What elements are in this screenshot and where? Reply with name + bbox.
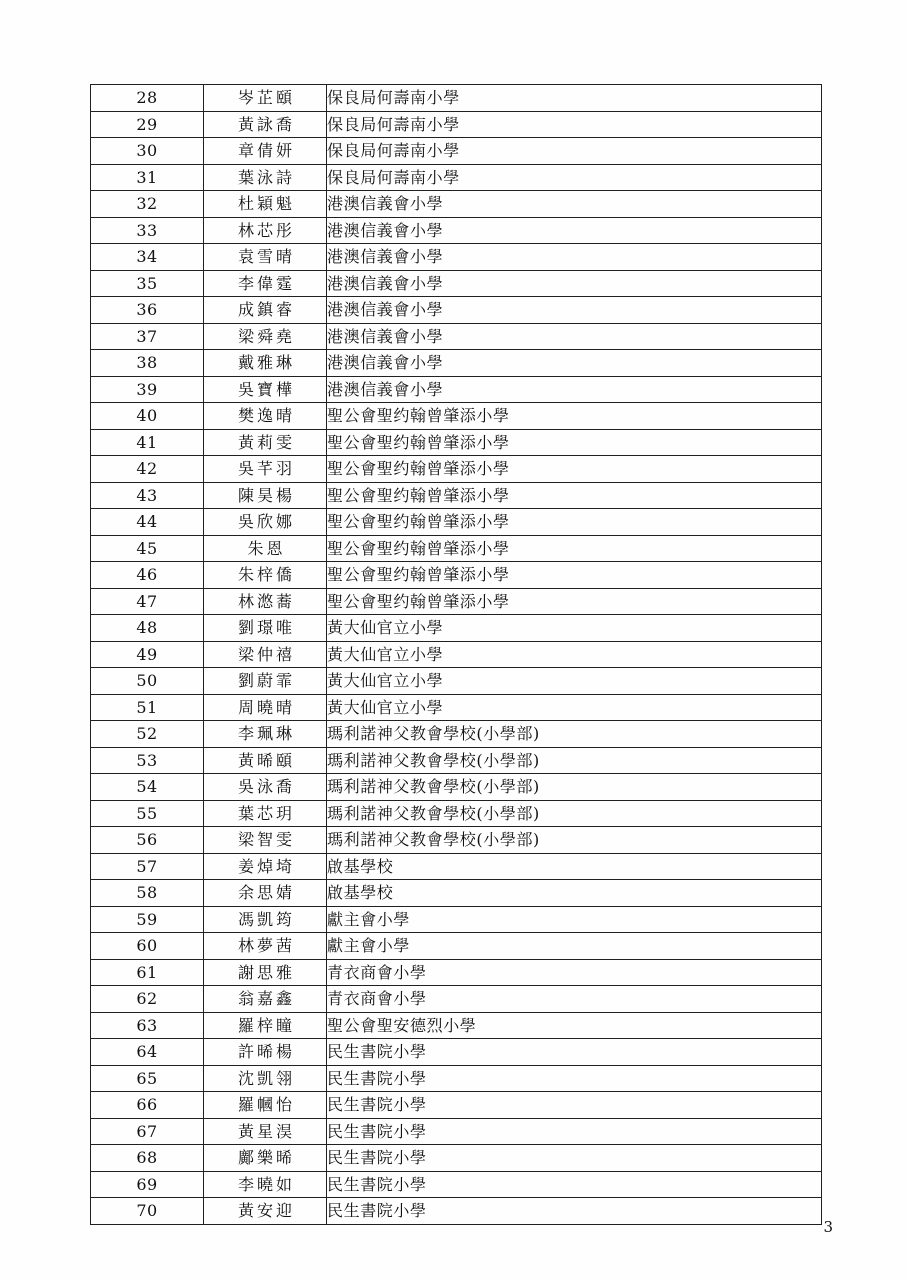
school-name-cell: 民生書院小學 bbox=[327, 1145, 822, 1172]
school-name-cell: 港澳信義會小學 bbox=[327, 323, 822, 350]
student-name-cell: 黃星淏 bbox=[204, 1118, 327, 1145]
school-name-cell: 啟基學校 bbox=[327, 880, 822, 907]
school-name-cell: 民生書院小學 bbox=[327, 1118, 822, 1145]
table-row bbox=[91, 562, 822, 589]
school-name-cell: 聖公會聖约翰曾肇添小學 bbox=[327, 403, 822, 430]
table-row bbox=[91, 827, 822, 854]
school-name-cell: 保良局何壽南小學 bbox=[327, 138, 822, 165]
school-name-cell: 聖公會聖约翰曾肇添小學 bbox=[327, 429, 822, 456]
school-name-cell: 聖公會聖约翰曾肇添小學 bbox=[327, 509, 822, 536]
row-number-cell: 67 bbox=[91, 1118, 204, 1145]
school-name-cell: 獻主會小學 bbox=[327, 933, 822, 960]
table-row bbox=[91, 1198, 822, 1225]
row-number-cell: 45 bbox=[91, 535, 204, 562]
school-name-cell: 青衣商會小學 bbox=[327, 986, 822, 1013]
student-name-cell: 吳欣娜 bbox=[204, 509, 327, 536]
row-number-cell: 48 bbox=[91, 615, 204, 642]
school-name-cell: 聖公會聖约翰曾肇添小學 bbox=[327, 482, 822, 509]
row-number-cell: 57 bbox=[91, 853, 204, 880]
row-number-cell: 40 bbox=[91, 403, 204, 430]
row-number-cell: 35 bbox=[91, 270, 204, 297]
school-name-cell: 保良局何壽南小學 bbox=[327, 164, 822, 191]
student-name-cell: 劉蔚霏 bbox=[204, 668, 327, 695]
row-number-cell: 38 bbox=[91, 350, 204, 377]
table-row bbox=[91, 111, 822, 138]
school-name-cell: 黃大仙官立小學 bbox=[327, 615, 822, 642]
row-number-cell: 66 bbox=[91, 1092, 204, 1119]
table-row bbox=[91, 1171, 822, 1198]
row-number-cell: 70 bbox=[91, 1198, 204, 1225]
row-number-cell: 50 bbox=[91, 668, 204, 695]
student-name-cell: 樊逸晴 bbox=[204, 403, 327, 430]
student-name-cell: 林夢茜 bbox=[204, 933, 327, 960]
student-name-cell: 黃安迎 bbox=[204, 1198, 327, 1225]
table-row bbox=[91, 244, 822, 271]
table-row bbox=[91, 191, 822, 218]
table-row bbox=[91, 1012, 822, 1039]
table-row bbox=[91, 297, 822, 324]
student-name-cell: 劉璟唯 bbox=[204, 615, 327, 642]
school-name-cell: 獻主會小學 bbox=[327, 906, 822, 933]
student-name-cell: 章倩妍 bbox=[204, 138, 327, 165]
school-name-cell: 聖公會聖约翰曾肇添小學 bbox=[327, 456, 822, 483]
table-row bbox=[91, 323, 822, 350]
row-number-cell: 53 bbox=[91, 747, 204, 774]
table-row bbox=[91, 403, 822, 430]
row-number-cell: 33 bbox=[91, 217, 204, 244]
table-row bbox=[91, 747, 822, 774]
row-number-cell: 56 bbox=[91, 827, 204, 854]
student-name-cell: 吳芊羽 bbox=[204, 456, 327, 483]
table-row bbox=[91, 138, 822, 165]
school-name-cell: 保良局何壽南小學 bbox=[327, 111, 822, 138]
student-name-cell: 許晞楊 bbox=[204, 1039, 327, 1066]
page-number: 3 bbox=[823, 1218, 833, 1236]
row-number-cell: 52 bbox=[91, 721, 204, 748]
table-row bbox=[91, 668, 822, 695]
row-number-cell: 34 bbox=[91, 244, 204, 271]
table-row bbox=[91, 800, 822, 827]
table-row bbox=[91, 615, 822, 642]
table-row bbox=[91, 509, 822, 536]
row-number-cell: 49 bbox=[91, 641, 204, 668]
row-number-cell: 42 bbox=[91, 456, 204, 483]
student-name-cell: 吳泳喬 bbox=[204, 774, 327, 801]
school-name-cell: 聖公會聖安德烈小學 bbox=[327, 1012, 822, 1039]
row-number-cell: 62 bbox=[91, 986, 204, 1013]
student-name-cell: 陳昊楊 bbox=[204, 482, 327, 509]
student-name-cell: 岑芷頤 bbox=[204, 85, 327, 112]
table-row bbox=[91, 721, 822, 748]
table-row bbox=[91, 986, 822, 1013]
row-number-cell: 43 bbox=[91, 482, 204, 509]
student-name-cell: 沈凱翎 bbox=[204, 1065, 327, 1092]
table-row bbox=[91, 774, 822, 801]
row-number-cell: 29 bbox=[91, 111, 204, 138]
table-row bbox=[91, 350, 822, 377]
student-name-cell: 馮凱筠 bbox=[204, 906, 327, 933]
row-number-cell: 54 bbox=[91, 774, 204, 801]
row-number-cell: 60 bbox=[91, 933, 204, 960]
table-row bbox=[91, 270, 822, 297]
student-name-cell: 葉芯玥 bbox=[204, 800, 327, 827]
row-number-cell: 30 bbox=[91, 138, 204, 165]
school-name-cell: 聖公會聖约翰曾肇添小學 bbox=[327, 562, 822, 589]
table-row bbox=[91, 1092, 822, 1119]
table-row bbox=[91, 959, 822, 986]
roster-table-container bbox=[90, 84, 820, 1225]
student-name-cell: 朱恩 bbox=[204, 535, 327, 562]
school-name-cell: 聖公會聖约翰曾肇添小學 bbox=[327, 535, 822, 562]
student-name-cell: 黃晞頤 bbox=[204, 747, 327, 774]
table-row bbox=[91, 1145, 822, 1172]
school-name-cell: 黃大仙官立小學 bbox=[327, 694, 822, 721]
row-number-cell: 65 bbox=[91, 1065, 204, 1092]
table-row bbox=[91, 933, 822, 960]
school-name-cell: 青衣商會小學 bbox=[327, 959, 822, 986]
row-number-cell: 28 bbox=[91, 85, 204, 112]
school-name-cell: 瑪利諾神父教會學校(小學部) bbox=[327, 827, 822, 854]
student-name-cell: 周曉晴 bbox=[204, 694, 327, 721]
table-row bbox=[91, 588, 822, 615]
row-number-cell: 36 bbox=[91, 297, 204, 324]
row-number-cell: 32 bbox=[91, 191, 204, 218]
row-number-cell: 59 bbox=[91, 906, 204, 933]
table-row bbox=[91, 85, 822, 112]
student-name-cell: 梁仲禧 bbox=[204, 641, 327, 668]
school-name-cell: 瑪利諾神父教會學校(小學部) bbox=[327, 800, 822, 827]
row-number-cell: 61 bbox=[91, 959, 204, 986]
school-name-cell: 港澳信義會小學 bbox=[327, 244, 822, 271]
row-number-cell: 31 bbox=[91, 164, 204, 191]
row-number-cell: 47 bbox=[91, 588, 204, 615]
table-row bbox=[91, 429, 822, 456]
table-row bbox=[91, 164, 822, 191]
row-number-cell: 64 bbox=[91, 1039, 204, 1066]
student-name-cell: 姜焯埼 bbox=[204, 853, 327, 880]
school-name-cell: 港澳信義會小學 bbox=[327, 350, 822, 377]
student-name-cell: 李珮琳 bbox=[204, 721, 327, 748]
row-number-cell: 68 bbox=[91, 1145, 204, 1172]
row-number-cell: 58 bbox=[91, 880, 204, 907]
table-row bbox=[91, 456, 822, 483]
student-name-cell: 鄺樂晞 bbox=[204, 1145, 327, 1172]
school-name-cell: 港澳信義會小學 bbox=[327, 270, 822, 297]
table-row bbox=[91, 217, 822, 244]
student-name-cell: 梁智雯 bbox=[204, 827, 327, 854]
student-name-cell: 余思婧 bbox=[204, 880, 327, 907]
student-name-cell: 成鎮睿 bbox=[204, 297, 327, 324]
school-name-cell: 港澳信義會小學 bbox=[327, 191, 822, 218]
school-name-cell: 瑪利諾神父教會學校(小學部) bbox=[327, 774, 822, 801]
student-name-cell: 羅梓瞳 bbox=[204, 1012, 327, 1039]
student-name-cell: 羅幗怡 bbox=[204, 1092, 327, 1119]
table-row bbox=[91, 1039, 822, 1066]
student-name-cell: 翁嘉鑫 bbox=[204, 986, 327, 1013]
school-name-cell: 保良局何壽南小學 bbox=[327, 85, 822, 112]
school-name-cell: 港澳信義會小學 bbox=[327, 217, 822, 244]
school-name-cell: 港澳信義會小學 bbox=[327, 376, 822, 403]
roster-table bbox=[90, 84, 822, 1225]
school-name-cell: 民生書院小學 bbox=[327, 1092, 822, 1119]
row-number-cell: 63 bbox=[91, 1012, 204, 1039]
student-name-cell: 李偉霆 bbox=[204, 270, 327, 297]
student-name-cell: 梁舜堯 bbox=[204, 323, 327, 350]
school-name-cell: 聖公會聖约翰曾肇添小學 bbox=[327, 588, 822, 615]
student-name-cell: 朱梓僑 bbox=[204, 562, 327, 589]
row-number-cell: 41 bbox=[91, 429, 204, 456]
school-name-cell: 民生書院小學 bbox=[327, 1198, 822, 1225]
student-name-cell: 黃詠喬 bbox=[204, 111, 327, 138]
school-name-cell: 民生書院小學 bbox=[327, 1039, 822, 1066]
school-name-cell: 黃大仙官立小學 bbox=[327, 641, 822, 668]
roster-table-body bbox=[91, 85, 822, 1225]
student-name-cell: 袁雪晴 bbox=[204, 244, 327, 271]
row-number-cell: 37 bbox=[91, 323, 204, 350]
table-row bbox=[91, 376, 822, 403]
school-name-cell: 民生書院小學 bbox=[327, 1171, 822, 1198]
table-row bbox=[91, 880, 822, 907]
table-row bbox=[91, 694, 822, 721]
school-name-cell: 黃大仙官立小學 bbox=[327, 668, 822, 695]
student-name-cell: 黃莉雯 bbox=[204, 429, 327, 456]
student-name-cell: 吳寶樺 bbox=[204, 376, 327, 403]
row-number-cell: 39 bbox=[91, 376, 204, 403]
table-row bbox=[91, 535, 822, 562]
table-row bbox=[91, 1118, 822, 1145]
table-row bbox=[91, 1065, 822, 1092]
school-name-cell: 港澳信義會小學 bbox=[327, 297, 822, 324]
row-number-cell: 51 bbox=[91, 694, 204, 721]
school-name-cell: 瑪利諾神父教會學校(小學部) bbox=[327, 747, 822, 774]
row-number-cell: 46 bbox=[91, 562, 204, 589]
student-name-cell: 林芯彤 bbox=[204, 217, 327, 244]
student-name-cell: 杜穎魁 bbox=[204, 191, 327, 218]
row-number-cell: 44 bbox=[91, 509, 204, 536]
table-row bbox=[91, 641, 822, 668]
table-row bbox=[91, 906, 822, 933]
school-name-cell: 瑪利諾神父教會學校(小學部) bbox=[327, 721, 822, 748]
student-name-cell: 李曉如 bbox=[204, 1171, 327, 1198]
row-number-cell: 55 bbox=[91, 800, 204, 827]
table-row bbox=[91, 853, 822, 880]
student-name-cell: 林滺蕎 bbox=[204, 588, 327, 615]
school-name-cell: 民生書院小學 bbox=[327, 1065, 822, 1092]
school-name-cell: 啟基學校 bbox=[327, 853, 822, 880]
row-number-cell: 69 bbox=[91, 1171, 204, 1198]
student-name-cell: 葉泳詩 bbox=[204, 164, 327, 191]
student-name-cell: 戴雅琳 bbox=[204, 350, 327, 377]
student-name-cell: 謝思雅 bbox=[204, 959, 327, 986]
table-row bbox=[91, 482, 822, 509]
